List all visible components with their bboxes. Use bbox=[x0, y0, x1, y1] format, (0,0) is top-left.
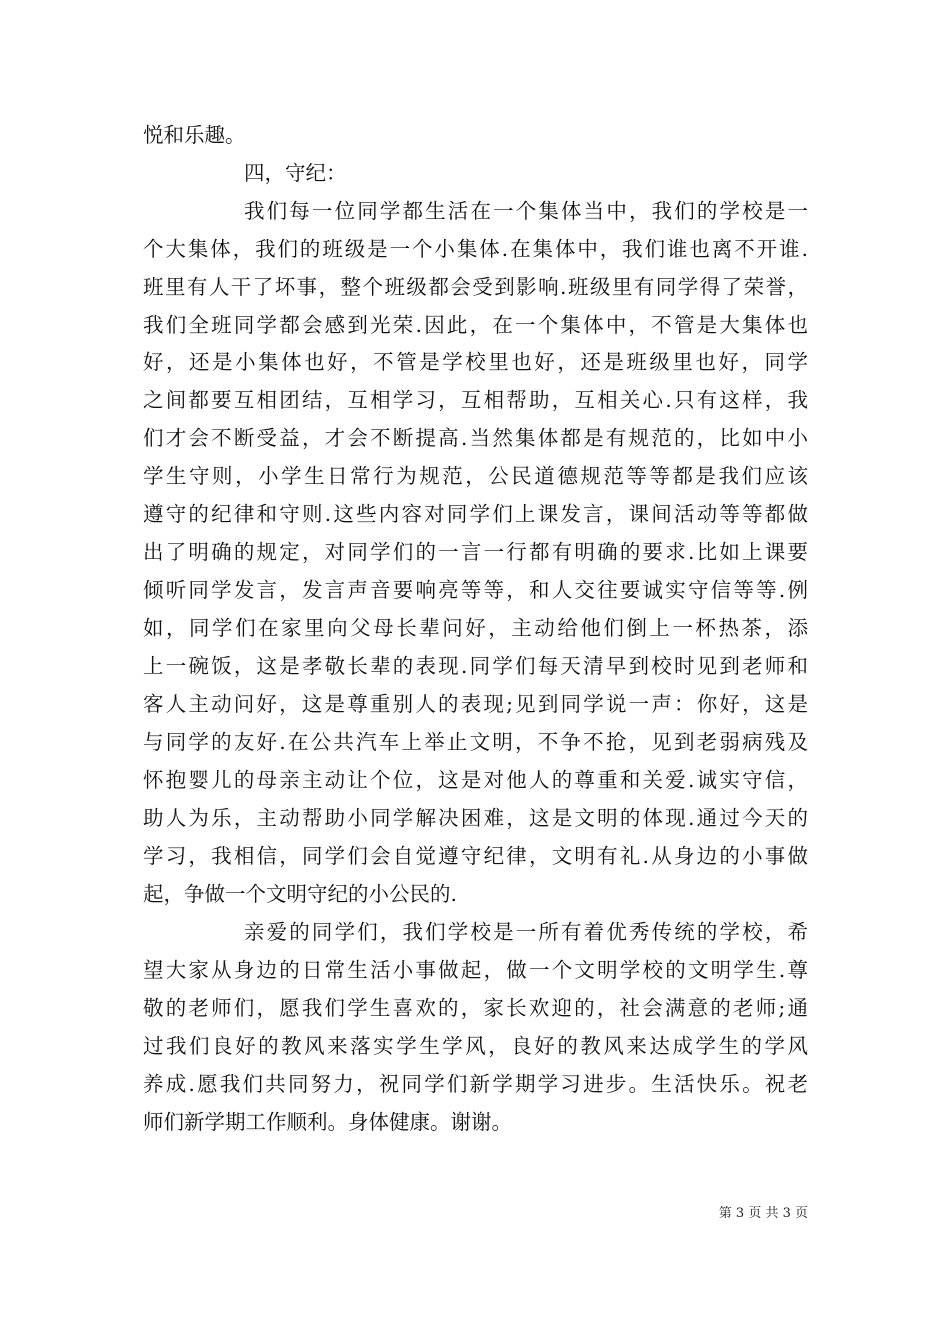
text-line: 遵守的纪律和守则.这些内容对同学们上课发言，课间活动等等都做 bbox=[143, 502, 808, 526]
page-number: 第 3 页 共 3 页 bbox=[718, 1206, 808, 1221]
text-line: 个大集体，我们的班级是一个小集体.在集体中，我们谁也离不开谁. bbox=[143, 237, 808, 261]
text-line: 倾听同学发言，发言声音要响亮等等，和人交往要诚实守信等等.例 bbox=[143, 578, 808, 602]
text-line: 之间都要互相团结，互相学习，互相帮助，互相关心.只有这样，我 bbox=[143, 388, 808, 412]
text-line: 学习，我相信，同学们会自觉遵守纪律，文明有礼.从身边的小事做 bbox=[143, 844, 808, 868]
text-line: 学生守则，小学生日常行为规范，公民道德规范等等都是我们应该 bbox=[143, 464, 808, 488]
text-line: 悦和乐趣。 bbox=[143, 123, 246, 147]
text-line: 起，争做一个文明守纪的小公民的. bbox=[143, 882, 458, 906]
text-line: 们才会不断受益，才会不断提高.当然集体都是有规范的，比如中小 bbox=[143, 426, 808, 450]
section-heading: 四，守纪： bbox=[244, 161, 347, 185]
text-line: 养成.愿我们共同努力，祝同学们新学期学习进步。生活快乐。祝老 bbox=[143, 1072, 808, 1096]
text-line: 如，同学们在家里向父母长辈问好，主动给他们倒上一杯热茶，添 bbox=[143, 616, 808, 640]
text-line: 过我们良好的教风来落实学生学风，良好的教风来达成学生的学风 bbox=[143, 1034, 808, 1058]
text-line: 怀抱婴儿的母亲主动让个位，这是对他人的尊重和关爱.诚实守信， bbox=[143, 768, 808, 792]
text-line: 助人为乐，主动帮助小同学解决困难，这是文明的体现.通过今天的 bbox=[143, 806, 808, 830]
text-line: 班里有人干了坏事，整个班级都会受到影响.班级里有同学得了荣誉， bbox=[143, 275, 808, 299]
text-line: 我们每一位同学都生活在一个集体当中，我们的学校是一 bbox=[244, 199, 808, 223]
text-line: 望大家从身边的日常生活小事做起，做一个文明学校的文明学生.尊 bbox=[143, 958, 808, 982]
text-line: 客人主动问好，这是尊重别人的表现;见到同学说一声：你好，这是 bbox=[143, 692, 808, 716]
text-line: 出了明确的规定，对同学们的一言一行都有明确的要求.比如上课要 bbox=[143, 540, 808, 564]
text-line: 上一碗饭，这是孝敬长辈的表现.同学们每天清早到校时见到老师和 bbox=[143, 654, 808, 678]
text-line: 师们新学期工作顺利。身体健康。谢谢。 bbox=[143, 1110, 512, 1134]
text-line: 我们全班同学都会感到光荣.因此，在一个集体中，不管是大集体也 bbox=[143, 313, 808, 337]
text-line: 敬的老师们，愿我们学生喜欢的，家长欢迎的，社会满意的老师;通 bbox=[143, 996, 808, 1020]
text-line: 好，还是小集体也好，不管是学校里也好，还是班级里也好，同学 bbox=[143, 350, 808, 374]
text-line: 与同学的友好.在公共汽车上举止文明，不争不抢，见到老弱病残及 bbox=[143, 730, 808, 754]
text-line: 亲爱的同学们，我们学校是一所有着优秀传统的学校，希 bbox=[244, 920, 808, 944]
